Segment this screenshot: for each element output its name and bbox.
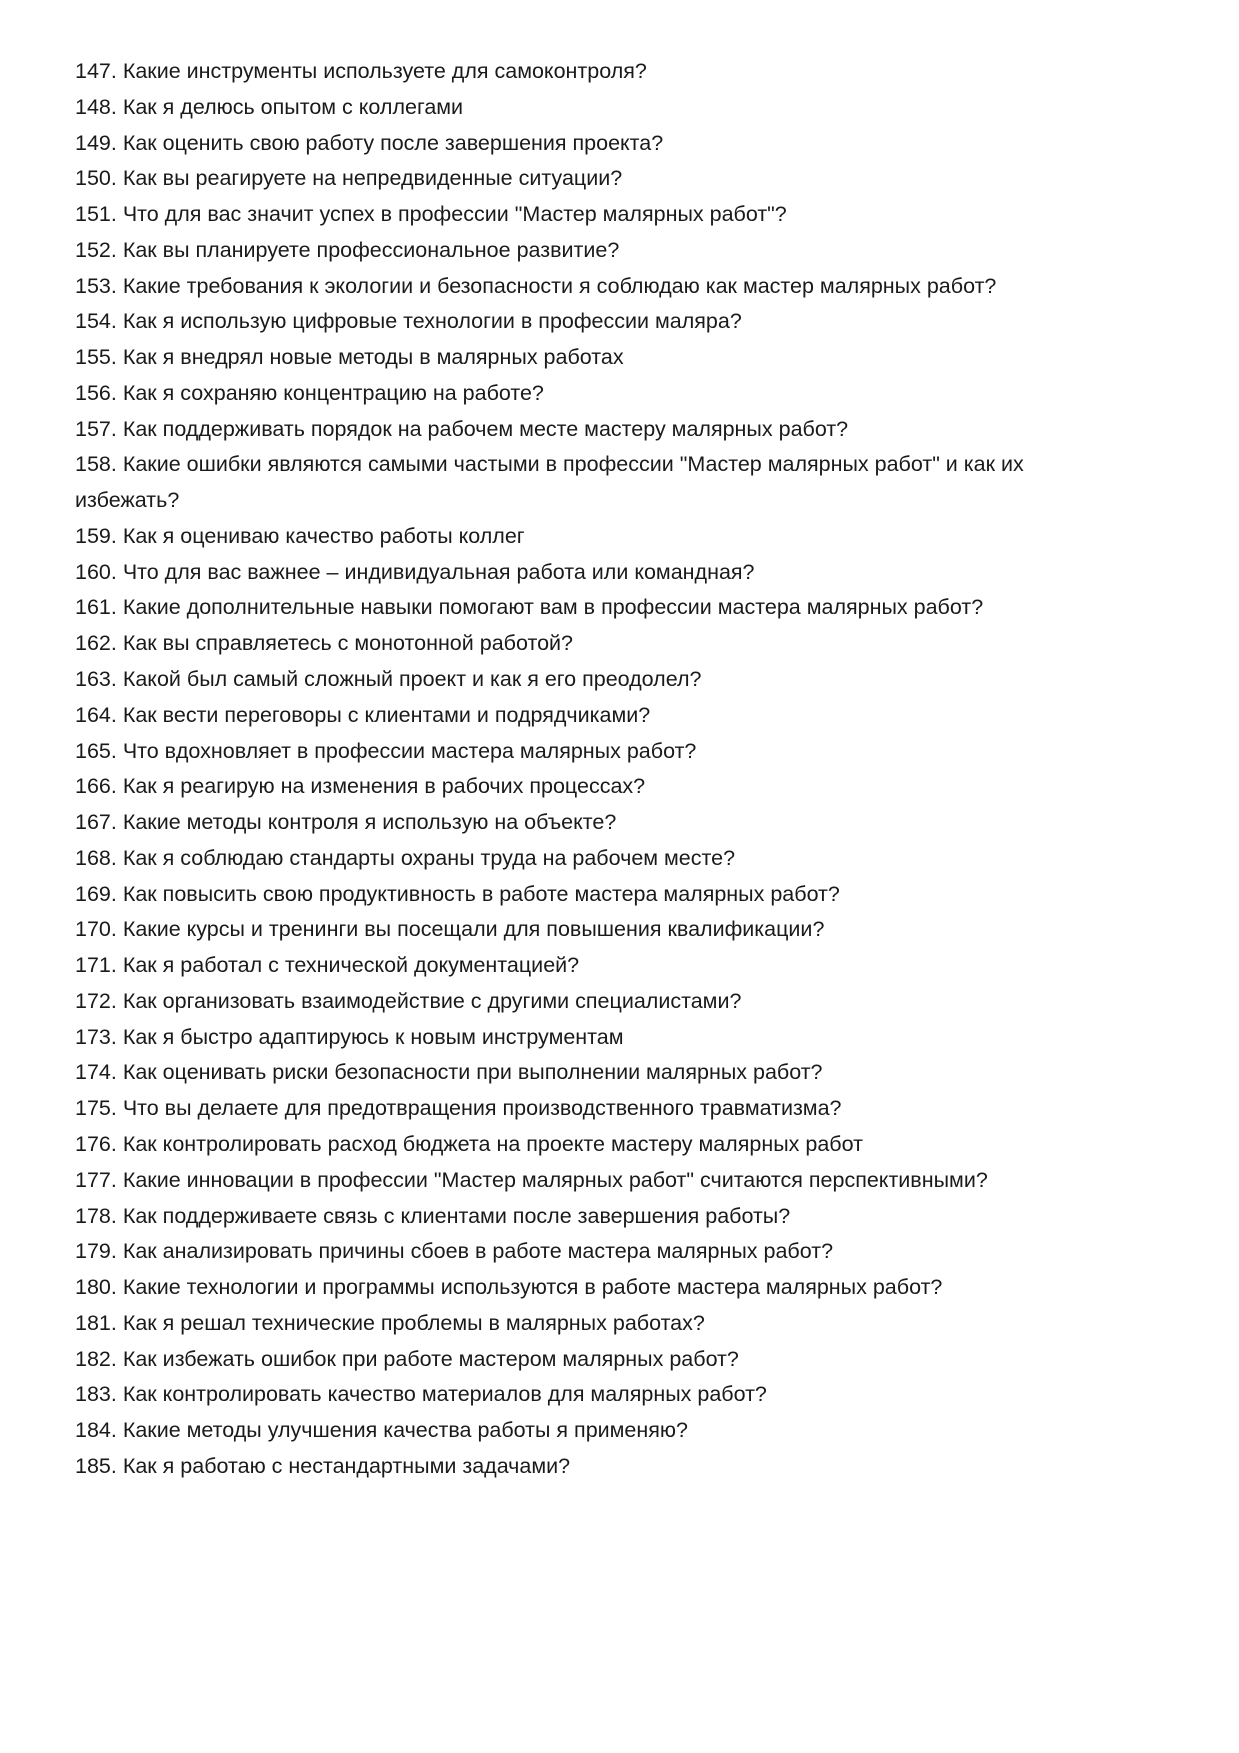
question-item: 182. Как избежать ошибок при работе мастером малярных работ?	[75, 1346, 739, 1371]
question-item: 181. Как я решал технические проблемы в малярных работах?	[75, 1310, 705, 1335]
question-item: 180. Какие технологии и программы используются в работе мастера малярных работ?	[75, 1275, 943, 1300]
question-item: 177. Какие инновации в профессии "Мастер малярных работ" считаются перспективными?	[75, 1167, 988, 1192]
question-item: 183. Как контролировать качество материалов для малярных работ?	[75, 1382, 767, 1407]
question-item: 179. Как анализировать причины сбоев в работе мастера малярных работ?	[75, 1239, 834, 1264]
question-item: 168. Как я соблюдаю стандарты охраны труда на рабочем месте?	[75, 845, 736, 870]
question-item: 161. Какие дополнительные навыки помогают вам в профессии мастера малярных работ?	[75, 595, 984, 620]
question-item: 148. Как я делюсь опытом с коллегами	[75, 94, 464, 119]
question-item: 166. Как я реагирую на изменения в рабочих процессах?	[75, 774, 646, 799]
question-item: 163. Какой был самый сложный проект и как я его преодолел?	[75, 667, 702, 692]
question-item: 151. Что для вас значит успех в профессии "Мастер малярных работ"?	[75, 202, 787, 227]
question-item: 150. Как вы реагируете на непредвиденные ситуации?	[75, 166, 623, 191]
question-item: 156. Как я сохраняю концентрацию на работе?	[75, 380, 544, 405]
question-item: 169. Как повысить свою продуктивность в работе мастера малярных работ?	[75, 881, 840, 906]
question-item: 173. Как я быстро адаптируюсь к новым инструментам	[75, 1024, 624, 1049]
question-item: 175. Что вы делаете для предотвращения производственного травматизма?	[75, 1096, 842, 1121]
question-item: 172. Как организовать взаимодействие с другими специалистами?	[75, 988, 742, 1013]
question-item: 185. Как я работаю с нестандартными задачами?	[75, 1453, 571, 1478]
question-item: 165. Что вдохновляет в профессии мастера малярных работ?	[75, 738, 697, 763]
question-item: 152. Как вы планируете профессиональное развитие?	[75, 237, 620, 262]
question-item: 178. Как поддерживаете связь с клиентами после завершения работы?	[75, 1203, 791, 1228]
question-item: 167. Какие методы контроля я использую на объекте?	[75, 810, 617, 835]
question-item: 147. Какие инструменты используете для самоконтроля?	[75, 59, 647, 83]
question-item: 153. Какие требования к экологии и безопасности я соблюдаю как мастер малярных работ?	[75, 273, 997, 298]
question-item: 162. Как вы справляетесь с монотонной работой?	[75, 631, 573, 656]
question-item: 149. Как оценить свою работу после завершения проекта?	[75, 130, 664, 155]
question-item: 155. Как я внедрял новые методы в малярных работах	[75, 345, 624, 370]
question-item: 176. Как контролировать расход бюджета на проекте мастеру малярных работ	[75, 1131, 863, 1156]
question-item: 174. Как оценивать риски безопасности при выполнении малярных работ?	[75, 1060, 823, 1085]
question-item: 159. Как я оцениваю качество работы коллег	[75, 523, 525, 548]
question-item: 164. Как вести переговоры с клиентами и подрядчиками?	[75, 702, 651, 727]
question-item: 157. Как поддерживать порядок на рабочем месте мастеру малярных работ?	[75, 416, 849, 441]
question-item: 158. Какие ошибки являются самыми частыми в профессии "Мастер малярных работ" и как их избежать?	[75, 452, 1024, 513]
question-item: 160. Что для вас важнее – индивидуальная работа или командная?	[75, 559, 755, 584]
question-item: 154. Как я использую цифровые технологии в профессии маляра?	[75, 309, 742, 334]
question-item: 171. Как я работал с технической документацией?	[75, 953, 580, 978]
question-item: 170. Какие курсы и тренинги вы посещали для повышения квалификации?	[75, 917, 825, 942]
question-list	[75, 54, 1030, 1485]
question-item: 184. Какие методы улучшения качества работы я применяю?	[75, 1418, 688, 1443]
